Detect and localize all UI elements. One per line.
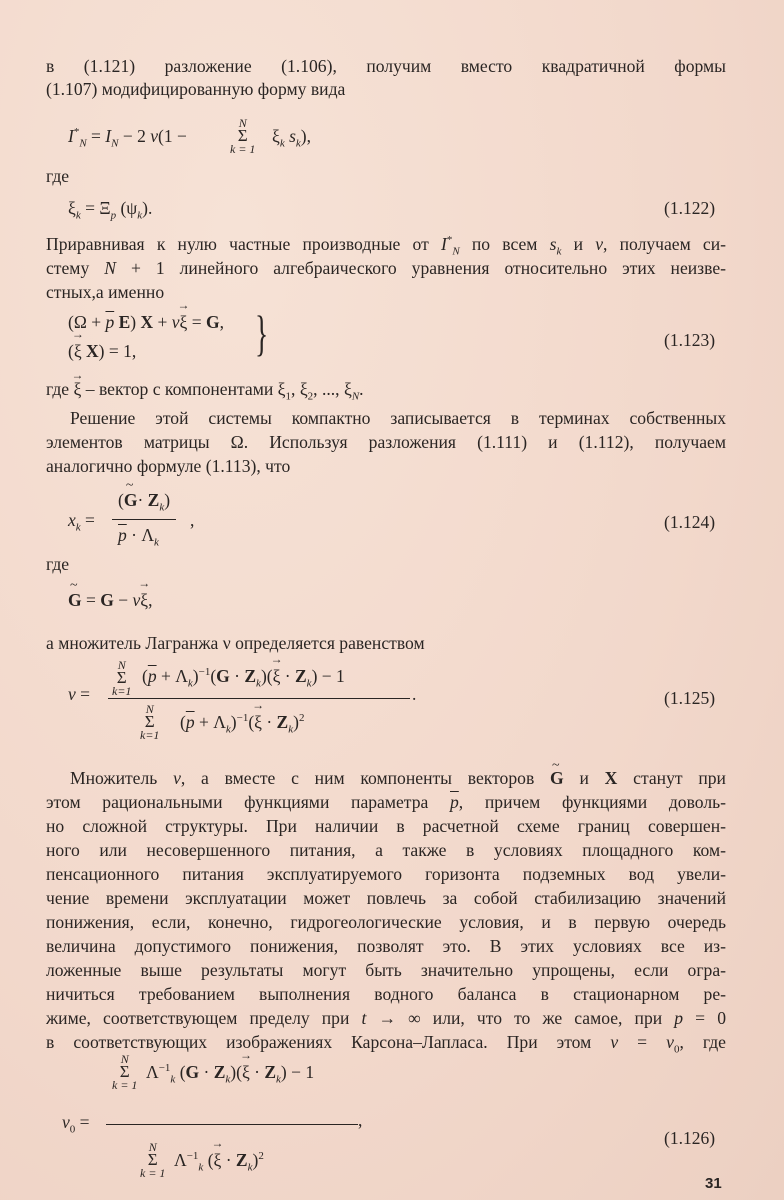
text-line-1: в (1.121) разложение (1.106), получим вместо квадратичной формы [46, 56, 726, 76]
fraction-line [112, 519, 176, 520]
text-line-p3d: ного или несовершенного питания, а также в условиях площадного ком- [46, 840, 726, 860]
text-line-p3b: этом рациональными функциями параметра $\overline{p}$, причем функциями доволь- [46, 792, 727, 812]
right-brace: } [255, 305, 269, 361]
equation-number-1-123: (1.123) [664, 330, 716, 350]
equation-number-1-122: (1.122) [664, 198, 716, 218]
equation-1-123a: ($\Omega + \overline{p}$ E) X + ν→ ξ = G, [68, 312, 224, 333]
text-lagrange: а множитель Лагранжа ν определяется равенством [46, 633, 425, 653]
equation-1-125-lhs: ν = [68, 684, 91, 704]
text-line-p2b: элементов матрицы Ω. Используя разложения (1.111) и (1.112), получаем [46, 432, 726, 452]
text-line-p3j: ничиться требованием выполнения водного баланса в стационарном ре- [46, 984, 726, 1004]
text-line-4a: Приравнивая к нулю частные производные от $I^*_N$ по всем $s_k$ и ν, получаем си- [46, 234, 727, 258]
equation-1-125-denominator: $(\overline{p} + \Lambda_k)^{-1}(\to \xi \cdot Z_k)^2$ [180, 712, 304, 733]
equation-1-123b: (→ ξ X) = 1, [68, 341, 136, 362]
text-line-p3h: величина допустимого понижения, позволят это. В этих условиях все из- [46, 936, 726, 956]
text-gde-1: где [46, 166, 70, 186]
text-line-p3c: но сложной структуры. При наличии в расчетной схеме границ совершен- [46, 816, 726, 836]
equation-1-126-lhs: $\nu_0$ = [62, 1112, 90, 1136]
equation-number-1-126: (1.126) [664, 1128, 716, 1148]
text-line-5: где → ξ – вектор с компонентами $\xi_1$, $\xi_2$, ..., $\xi_N$. [46, 378, 726, 400]
text-line-p3g: понижения, если, конечно, гидрогеологические условия, и в первую очередь [46, 912, 726, 932]
sum-symbol: N Σ k = 1 [140, 1140, 166, 1180]
text-line-p3k: жиме, соответствующем пределу при t → ∞ или, что то же самое, при p = 0 [46, 1008, 726, 1028]
page-number: 31 [705, 1175, 722, 1192]
text-line-4c: стных,а именно [46, 282, 165, 302]
period: . [412, 684, 417, 704]
text-line-p3a: Множитель ν, а вместе с ним компоненты векторов ~ G и X станут при [70, 767, 726, 789]
equation-1-124-lhs: $x_k$ = [68, 510, 95, 534]
fraction-line [106, 1124, 358, 1125]
equation-1-125-numerator: $(\overline{p} + \Lambda_k)^{-1}(G \cdot Z_k)(\to \xi \cdot Z_k) - 1$ [142, 666, 345, 687]
text-gde-2: где [46, 554, 70, 574]
sum-symbol: N Σ k=1 [112, 658, 132, 698]
equation-1-124-denominator: $\overline{p} \cdot \Lambda_k$ [118, 525, 159, 549]
text-line-p2a: Решение этой системы компактно записывается в терминах собственных [70, 408, 726, 428]
equation-1-124-numerator: (~ $G\cdot Z_k$) [118, 490, 170, 511]
equation-1-126-numerator: $\Lambda^{-1}_k$ $(G \cdot Z_k)(\to \xi \cdot Z_k) - 1$ [146, 1062, 314, 1083]
text-line-p3e: пенсационного питания эксплуатируемого горизонта подземных вод увели- [46, 864, 726, 884]
sum-symbol: N Σ k=1 [140, 702, 160, 742]
equation-IN-star-tail: $\xi_k$ $s_k$), [272, 126, 311, 150]
comma: , [358, 1110, 363, 1130]
equation-IN-star: $I^*_N = I_N - 2$ ν(1 − [68, 126, 187, 150]
equation-G-tilde: ~ G = G − ν→ ξ, [68, 590, 152, 611]
text-line-p3l: в соответствующих изображениях Карсона–Лапласа. При этом $\nu = \nu_0$, где [46, 1032, 726, 1056]
text-line-4b: стему N + 1 линейного алгебраического уравнения относительно этих неизве- [46, 258, 726, 278]
sum-symbol: N Σ k = 1 [230, 116, 256, 156]
equation-1-122: $\xi_k = \Xi_p$ $(\psi_k)$. [68, 198, 153, 222]
equation-number-1-125: (1.125) [664, 688, 716, 708]
text-line-p2c: аналогично формуле (1.113), что [46, 456, 291, 476]
equation-1-126-denominator: $\Lambda^{-1}_k$ (→ $\xi \cdot Z_k)^2$ [174, 1150, 264, 1171]
equation-number-1-124: (1.124) [664, 512, 716, 532]
text-line-p3i: ложенные выше результаты могут быть значительно упрощены, если огра- [46, 960, 726, 980]
text-line-2: (1.107) модифицированную форму вида [46, 79, 346, 99]
comma: , [190, 510, 195, 530]
sum-symbol: N Σ k = 1 [112, 1052, 138, 1092]
text-line-p3f: чение времени эксплуатации может повлечь за собой стабилизацию значений [46, 888, 726, 908]
